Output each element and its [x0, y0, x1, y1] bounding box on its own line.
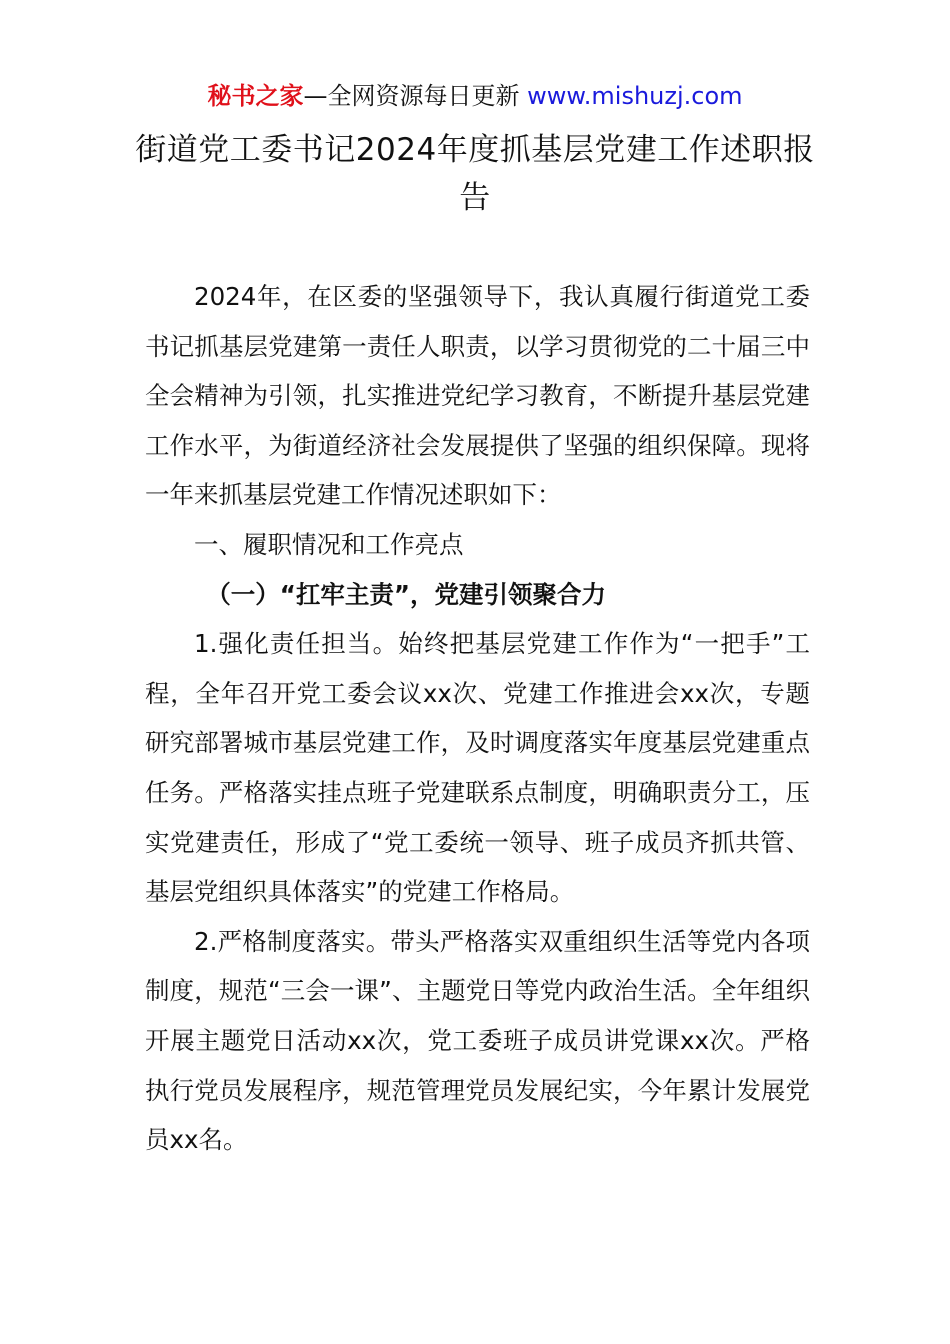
item-paragraph-1: 1.强化责任担当。始终把基层党建工作作为“一把手”工程，全年召开党工委会议xx次、党建工作推进会xx次，专题研究部署城市基层党建工作，及时调度落实年度基层党建重点任务。严格落实挂点班子党建联系点制度，明确职责分工，压实党建责任，形成了“党工委统一领导、班子成员齐抓共管、基层党组织具体落实”的党建工作格局。: [145, 629, 810, 907]
document-body: [145, 272, 810, 1165]
banner-brand: 秘书之家: [207, 82, 304, 110]
banner-slogan: —全网资源每日更新: [303, 82, 520, 110]
subsection-heading: （一）“扛牢主责”，党建引领聚合力: [206, 579, 606, 609]
intro-paragraph: 2024年，在区委的坚强领导下，我认真履行街道党工委书记抓基层党建第一责任人职责，以学习贯彻党的二十届三中全会精神为引领，扎实推进党纪学习教育，不断提升基层党建工作水平，为街道经济社会发展提供了坚强的组织保障。现将一年来抓基层党建工作情况述职如下：: [145, 282, 810, 510]
site-banner: [0, 80, 950, 112]
banner-site-link[interactable]: www.mishuzj.com: [527, 82, 743, 110]
document-title: 街道党工委书记2024年度抓基层党建工作述职报告: [135, 132, 815, 216]
section-heading: 一、履职情况和工作亮点: [194, 529, 464, 559]
item-paragraph-2: 2.严格制度落实。带头严格落实双重组织生活等党内各项制度，规范“三会一课”、主题党日等党内政治生活。全年组织开展主题党日活动xx次，党工委班子成员讲党课xx次。严格执行党员发展程序，规范管理党员发展纪实，今年累计发展党员xx名。: [145, 926, 810, 1155]
